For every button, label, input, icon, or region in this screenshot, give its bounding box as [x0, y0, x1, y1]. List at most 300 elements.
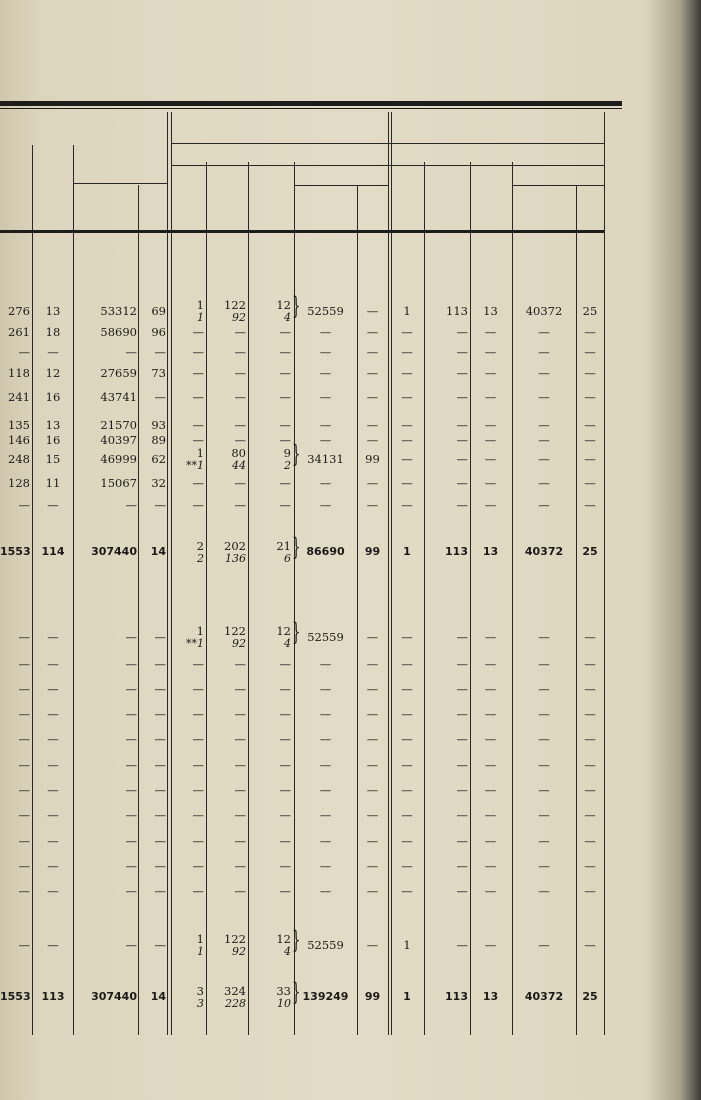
- table-rule: [167, 112, 168, 1035]
- table-cell: 1: [196, 298, 204, 312]
- table-cell: —: [584, 657, 596, 671]
- table-cell: —: [484, 366, 497, 380]
- table-cell: —: [47, 630, 59, 644]
- table-cell: —: [484, 808, 497, 822]
- table-cell: —: [125, 345, 137, 359]
- brace-mark: }: [292, 618, 301, 646]
- table-cell: —: [154, 657, 166, 671]
- table-rule: [470, 162, 471, 1035]
- table-cell: 113: [446, 304, 468, 318]
- table-cell: —: [18, 707, 30, 721]
- table-cell: —: [366, 859, 379, 873]
- table-cell: 113: [445, 545, 468, 558]
- table-cell: 1: [197, 945, 204, 958]
- table-cell: —: [47, 758, 59, 772]
- table-cell: —: [47, 707, 59, 721]
- table-cell: —: [234, 345, 246, 359]
- table-cell: —: [538, 325, 550, 339]
- table-cell: **1: [186, 459, 204, 472]
- table-cell: —: [154, 758, 166, 772]
- table-cell: —: [538, 808, 550, 822]
- table-cell: —: [192, 758, 204, 772]
- table-cell: —: [279, 783, 291, 797]
- table-cell: 43741: [100, 390, 137, 404]
- table-cell: 4: [284, 945, 291, 958]
- table-cell: —: [192, 884, 204, 898]
- table-cell: —: [279, 657, 291, 671]
- table-cell: 1: [196, 624, 204, 638]
- table-cell: 14: [150, 990, 166, 1003]
- table-cell: —: [319, 732, 332, 746]
- table-cell: —: [538, 345, 550, 359]
- table-cell: —: [401, 657, 413, 671]
- table-cell: —: [401, 630, 413, 644]
- table-cell: 1553: [0, 990, 31, 1003]
- table-cell: —: [538, 834, 550, 848]
- table-cell: —: [192, 657, 204, 671]
- table-cell: —: [125, 707, 137, 721]
- table-cell: —: [192, 325, 204, 339]
- table-cell: —: [234, 808, 246, 822]
- table-cell: —: [234, 366, 246, 380]
- table-cell: 46999: [100, 452, 137, 466]
- table-cell: 21570: [100, 418, 137, 432]
- table-cell: —: [584, 345, 596, 359]
- table-cell: 135: [8, 418, 30, 432]
- table-cell: —: [234, 682, 246, 696]
- table-cell: —: [484, 707, 497, 721]
- table-cell: —: [401, 682, 413, 696]
- table-cell: —: [279, 390, 291, 404]
- table-cell: —: [484, 834, 497, 848]
- table-cell: —: [125, 859, 137, 873]
- brace-mark: }: [292, 533, 301, 561]
- table-cell: —: [234, 732, 246, 746]
- table-cell: 13: [482, 545, 499, 558]
- table-cell: 13: [45, 418, 61, 432]
- table-cell: —: [538, 732, 550, 746]
- table-cell: —: [18, 758, 30, 772]
- table-cell: —: [154, 390, 166, 404]
- table-cell: —: [279, 418, 291, 432]
- table-cell: —: [18, 783, 30, 797]
- table-cell: —: [319, 682, 332, 696]
- table-cell: —: [319, 390, 332, 404]
- table-cell: 11: [45, 476, 61, 490]
- table-cell: 307440: [91, 545, 137, 558]
- table-cell: 25: [582, 545, 598, 558]
- table-cell: —: [279, 498, 291, 512]
- table-cell: —: [538, 707, 550, 721]
- table-cell: —: [456, 476, 468, 490]
- table-cell: —: [584, 834, 596, 848]
- table-cell: 69: [151, 304, 166, 318]
- brace-mark: }: [292, 440, 301, 468]
- table-cell: —: [401, 884, 413, 898]
- table-cell: —: [366, 834, 379, 848]
- table-cell: —: [279, 366, 291, 380]
- table-cell: —: [192, 366, 204, 380]
- table-rule: [512, 162, 513, 1035]
- table-cell: —: [192, 345, 204, 359]
- table-cell: —: [47, 498, 59, 512]
- table-cell: —: [401, 366, 413, 380]
- table-cell: —: [366, 366, 379, 380]
- table-cell: 2: [284, 459, 291, 472]
- table-cell: —: [484, 682, 497, 696]
- table-cell: —: [279, 859, 291, 873]
- table-cell: —: [192, 808, 204, 822]
- table-cell: —: [234, 390, 246, 404]
- table-cell: 93: [151, 418, 166, 432]
- table-cell: 52559: [307, 630, 344, 644]
- table-cell: —: [484, 345, 497, 359]
- table-cell: —: [484, 732, 497, 746]
- table-cell: —: [192, 732, 204, 746]
- table-cell: 122: [224, 298, 246, 312]
- table-cell: 32: [151, 476, 166, 490]
- table-cell: —: [366, 657, 379, 671]
- table-cell: —: [18, 884, 30, 898]
- table-cell: —: [538, 859, 550, 873]
- table-cell: —: [192, 418, 204, 432]
- table-cell: —: [47, 808, 59, 822]
- table-cell: 52559: [307, 938, 344, 952]
- table-cell: 62: [151, 452, 166, 466]
- table-cell: 3: [197, 997, 204, 1010]
- header-rule: [0, 101, 622, 106]
- table-cell: —: [456, 325, 468, 339]
- table-cell: —: [366, 808, 379, 822]
- table-cell: —: [456, 390, 468, 404]
- table-rule: [604, 112, 605, 1035]
- table-cell: 241: [8, 390, 30, 404]
- table-cell: 25: [582, 990, 598, 1003]
- table-cell: —: [192, 433, 204, 447]
- table-cell: —: [401, 859, 413, 873]
- table-cell: 1: [403, 990, 411, 1003]
- table-cell: —: [456, 758, 468, 772]
- table-cell: —: [366, 758, 379, 772]
- table-cell: 4: [284, 311, 291, 324]
- table-cell: —: [234, 859, 246, 873]
- table-cell: —: [192, 476, 204, 490]
- table-cell: 13: [483, 304, 498, 318]
- table-cell: —: [279, 732, 291, 746]
- table-cell: 86690: [306, 545, 345, 558]
- table-cell: —: [584, 783, 596, 797]
- table-cell: —: [125, 630, 137, 644]
- table-cell: 96: [151, 325, 166, 339]
- table-cell: —: [584, 498, 596, 512]
- table-rule: [171, 143, 604, 144]
- table-cell: —: [18, 657, 30, 671]
- table-cell: —: [456, 938, 468, 952]
- table-cell: —: [538, 783, 550, 797]
- table-cell: —: [279, 325, 291, 339]
- table-cell: —: [279, 758, 291, 772]
- table-cell: —: [154, 938, 166, 952]
- table-cell: —: [319, 325, 332, 339]
- table-cell: —: [279, 707, 291, 721]
- table-cell: —: [584, 452, 596, 466]
- table-cell: —: [192, 859, 204, 873]
- table-cell: —: [234, 325, 246, 339]
- table-cell: 1553: [0, 545, 31, 558]
- table-cell: —: [401, 707, 413, 721]
- table-cell: 248: [8, 452, 30, 466]
- table-cell: —: [18, 682, 30, 696]
- table-cell: 25: [582, 304, 598, 318]
- table-cell: —: [366, 707, 379, 721]
- table-rule: [248, 162, 249, 1035]
- table-cell: —: [456, 682, 468, 696]
- table-cell: 113: [445, 990, 468, 1003]
- table-cell: 89: [151, 433, 166, 447]
- header-rule-thin: [0, 108, 622, 109]
- table-cell: 14: [150, 545, 166, 558]
- table-cell: —: [125, 938, 137, 952]
- table-cell: —: [401, 452, 413, 466]
- table-cell: —: [192, 682, 204, 696]
- table-rule: [32, 145, 33, 1035]
- table-cell: 1: [197, 311, 204, 324]
- table-cell: —: [456, 452, 468, 466]
- table-cell: —: [584, 476, 596, 490]
- table-cell: 13: [482, 990, 499, 1003]
- table-cell: —: [538, 476, 550, 490]
- running-head: [0, 66, 560, 100]
- table-cell: —: [234, 834, 246, 848]
- table-cell: —: [484, 498, 497, 512]
- table-cell: 12: [276, 298, 291, 312]
- table-cell: —: [538, 884, 550, 898]
- table-cell: —: [484, 433, 497, 447]
- table-cell: —: [319, 884, 332, 898]
- brace-mark: }: [292, 978, 301, 1006]
- table-cell: 16: [45, 433, 61, 447]
- table-cell: —: [279, 345, 291, 359]
- table-cell: —: [366, 390, 379, 404]
- table-cell: —: [125, 732, 137, 746]
- table-cell: —: [125, 808, 137, 822]
- table-cell: —: [538, 452, 550, 466]
- table-cell: —: [538, 366, 550, 380]
- table-cell: —: [125, 682, 137, 696]
- table-cell: —: [319, 783, 332, 797]
- table-cell: 4: [284, 637, 291, 650]
- table-cell: —: [484, 884, 497, 898]
- table-cell: —: [456, 884, 468, 898]
- table-cell: 12: [276, 624, 291, 638]
- table-cell: —: [319, 366, 332, 380]
- table-cell: —: [234, 476, 246, 490]
- table-cell: —: [401, 783, 413, 797]
- table-cell: —: [279, 884, 291, 898]
- table-cell: 12: [276, 932, 291, 946]
- table-cell: —: [401, 498, 413, 512]
- table-cell: 136: [225, 552, 246, 565]
- table-cell: —: [18, 834, 30, 848]
- table-cell: 18: [45, 325, 61, 339]
- table-cell: —: [319, 418, 332, 432]
- table-cell: —: [18, 630, 30, 644]
- table-cell: 122: [224, 624, 246, 638]
- table-cell: —: [538, 418, 550, 432]
- table-cell: —: [47, 657, 59, 671]
- table-cell: —: [584, 884, 596, 898]
- table-cell: —: [154, 345, 166, 359]
- table-cell: —: [366, 884, 379, 898]
- table-cell: —: [319, 433, 332, 447]
- table-cell: 40372: [524, 990, 564, 1003]
- table-cell: 261: [8, 325, 30, 339]
- table-cell: 99: [364, 990, 381, 1003]
- table-cell: —: [319, 834, 332, 848]
- table-cell: —: [366, 304, 379, 318]
- table-cell: —: [125, 884, 137, 898]
- table-cell: —: [125, 834, 137, 848]
- table-cell: —: [584, 859, 596, 873]
- table-cell: —: [538, 433, 550, 447]
- table-rule: [294, 185, 388, 186]
- table-cell: —: [584, 938, 596, 952]
- table-rule: [0, 230, 604, 233]
- table-cell: —: [234, 758, 246, 772]
- table-cell: —: [154, 834, 166, 848]
- table-cell: —: [279, 834, 291, 848]
- table-cell: —: [154, 682, 166, 696]
- table-cell: —: [366, 418, 379, 432]
- table-rule: [73, 145, 74, 1035]
- table-cell: —: [366, 630, 379, 644]
- table-cell: 73: [151, 366, 166, 380]
- table-cell: 2: [197, 552, 204, 565]
- table-cell: —: [584, 418, 596, 432]
- table-cell: —: [366, 498, 379, 512]
- table-cell: 12: [45, 366, 61, 380]
- table-cell: —: [401, 476, 413, 490]
- table-cell: —: [584, 433, 596, 447]
- table-cell: —: [319, 808, 332, 822]
- table-cell: —: [456, 630, 468, 644]
- table-cell: —: [584, 366, 596, 380]
- table-cell: —: [234, 657, 246, 671]
- table-cell: —: [366, 433, 379, 447]
- table-cell: 3: [196, 984, 204, 998]
- table-cell: —: [279, 476, 291, 490]
- table-cell: 53312: [100, 304, 137, 318]
- table-cell: —: [584, 808, 596, 822]
- table-cell: —: [484, 418, 497, 432]
- table-cell: —: [584, 732, 596, 746]
- table-cell: 58690: [100, 325, 137, 339]
- table-cell: —: [484, 452, 497, 466]
- table-cell: —: [401, 808, 413, 822]
- table-cell: —: [401, 345, 413, 359]
- table-cell: —: [456, 808, 468, 822]
- table-cell: —: [538, 682, 550, 696]
- table-cell: —: [154, 630, 166, 644]
- table-cell: 15: [45, 452, 61, 466]
- table-cell: 15067: [100, 476, 137, 490]
- table-cell: —: [366, 682, 379, 696]
- table-cell: —: [154, 732, 166, 746]
- table-cell: —: [484, 783, 497, 797]
- table-cell: —: [366, 938, 379, 952]
- table-cell: —: [484, 758, 497, 772]
- table-cell: —: [401, 732, 413, 746]
- table-cell: —: [319, 707, 332, 721]
- table-cell: —: [192, 834, 204, 848]
- table-cell: —: [401, 325, 413, 339]
- table-cell: —: [234, 884, 246, 898]
- table-cell: —: [18, 859, 30, 873]
- table-cell: —: [456, 732, 468, 746]
- table-cell: 21: [276, 539, 291, 553]
- table-cell: —: [366, 732, 379, 746]
- table-cell: 118: [8, 366, 30, 380]
- table-cell: 276: [8, 304, 30, 318]
- table-cell: —: [366, 783, 379, 797]
- table-cell: —: [456, 783, 468, 797]
- table-cell: 13: [45, 304, 61, 318]
- table-rule: [171, 165, 604, 166]
- table-cell: —: [366, 476, 379, 490]
- table-cell: —: [154, 783, 166, 797]
- table-cell: —: [484, 476, 497, 490]
- table-cell: —: [279, 808, 291, 822]
- table-cell: —: [319, 498, 332, 512]
- table-cell: —: [47, 834, 59, 848]
- table-cell: 228: [225, 997, 246, 1010]
- table-cell: 34131: [307, 452, 344, 466]
- table-cell: 16: [45, 390, 61, 404]
- table-cell: 99: [364, 545, 381, 558]
- table-cell: —: [584, 630, 596, 644]
- table-cell: —: [47, 938, 59, 952]
- table-cell: —: [584, 325, 596, 339]
- table-cell: —: [18, 732, 30, 746]
- table-cell: —: [319, 657, 332, 671]
- table-cell: —: [125, 758, 137, 772]
- table-rule: [206, 162, 207, 1035]
- table-cell: —: [319, 758, 332, 772]
- table-cell: —: [319, 476, 332, 490]
- table-cell: —: [319, 859, 332, 873]
- table-cell: 6: [284, 552, 291, 565]
- table-rule: [512, 185, 604, 186]
- table-cell: 1: [196, 932, 204, 946]
- table-cell: —: [484, 325, 497, 339]
- table-cell: 9: [283, 446, 291, 460]
- table-cell: —: [456, 859, 468, 873]
- table-cell: 33: [276, 984, 291, 998]
- table-cell: —: [484, 630, 497, 644]
- table-rule: [388, 112, 389, 1035]
- table-cell: 92: [232, 637, 246, 650]
- table-cell: —: [234, 707, 246, 721]
- table-cell: —: [125, 498, 137, 512]
- table-cell: —: [401, 390, 413, 404]
- table-cell: —: [18, 808, 30, 822]
- table-cell: —: [192, 498, 204, 512]
- table-cell: 27659: [100, 366, 137, 380]
- table-cell: —: [154, 884, 166, 898]
- table-cell: —: [234, 418, 246, 432]
- table-cell: —: [456, 657, 468, 671]
- table-cell: —: [456, 433, 468, 447]
